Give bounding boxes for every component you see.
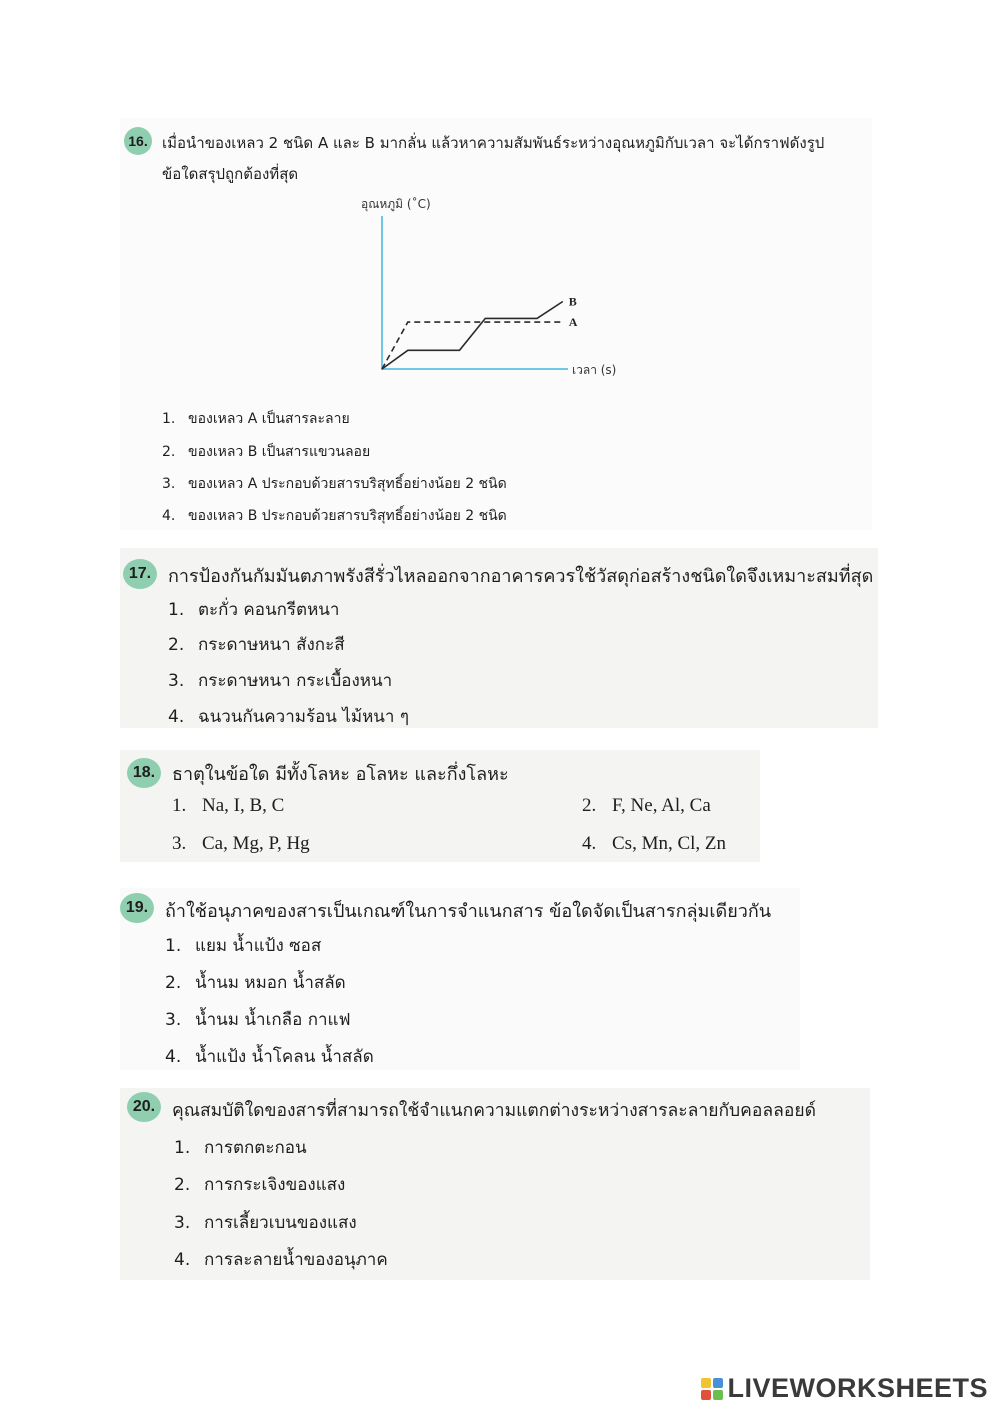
option-number: 2.	[165, 973, 182, 993]
option-1[interactable]	[162, 408, 350, 430]
distillation-chart	[340, 188, 640, 388]
option-2[interactable]	[582, 795, 711, 817]
option-3[interactable]	[168, 667, 392, 694]
option-number: 1.	[174, 1138, 191, 1158]
option-number: 2.	[162, 444, 176, 460]
option-3[interactable]	[174, 1209, 357, 1236]
option-text: Cs, Mn, Cl, Zn	[612, 833, 727, 854]
option-number: 4.	[162, 508, 176, 524]
question-text: ธาตุในข้อใด มีทั้งโลหะ อโลหะ และกึ่งโลหะ	[172, 764, 509, 785]
option-number: 3.	[168, 671, 185, 691]
question-text-line-2: ข้อใดสรุปถูกต้องที่สุด	[162, 165, 299, 183]
option-text: Ca, Mg, P, Hg	[202, 833, 310, 854]
option-text: แยม น้ำแป้ง ซอส	[195, 936, 322, 956]
option-text: ตะกั่ว คอนกรีตหนา	[198, 600, 340, 620]
option-number: 4.	[168, 707, 185, 727]
option-text: ของเหลว A ประกอบด้วยสารบริสุทธิ์อย่างน้อย 2 ชนิด	[188, 476, 507, 492]
option-number: 3.	[174, 1213, 191, 1233]
option-text: น้ำนม หมอก น้ำสลัด	[195, 973, 346, 993]
option-4[interactable]	[168, 703, 409, 730]
option-text: น้ำแป้ง น้ำโคลน น้ำสลัด	[195, 1047, 374, 1067]
option-3[interactable]	[165, 1006, 351, 1033]
option-number: 1.	[162, 411, 176, 427]
logo-text: LIVEWORKSHEETS	[727, 1373, 988, 1403]
option-text: ของเหลว B เป็นสารแขวนลอย	[188, 444, 371, 460]
series-b-label: B	[568, 294, 577, 309]
option-text: การละลายน้ำของอนุภาค	[204, 1250, 388, 1270]
liveworksheets-logo	[701, 1373, 988, 1404]
question-number-badge: 20.	[127, 1092, 161, 1122]
question-number-badge: 18.	[127, 758, 161, 788]
option-text: การตกตะกอน	[204, 1138, 307, 1158]
option-number: 3.	[162, 476, 176, 492]
option-text: น้ำนม น้ำเกลือ กาแฟ	[195, 1010, 351, 1030]
option-4[interactable]	[165, 1043, 374, 1070]
option-text: Na, I, B, C	[202, 795, 285, 816]
series-b-line	[382, 302, 563, 370]
question-text-line-1: เมื่อนำของเหลว 2 ชนิด A และ B มากลั่น แล้วหาความสัมพันธ์ระหว่างอุณหภูมิกับเวลา จะได้กราฟดังรูป	[162, 134, 825, 152]
option-text: ของเหลว A เป็นสารละลาย	[188, 411, 350, 427]
option-2[interactable]	[162, 441, 370, 463]
option-number: 1.	[172, 795, 187, 816]
question-text: การป้องกันกัมมันตภาพรังสีรั่วไหลออกจากอาคารควรใช้วัสดุก่อสร้างชนิดใดจึงเหมาะสมที่สุด	[168, 566, 874, 587]
option-number: 1.	[165, 936, 182, 956]
question-number-badge: 19.	[120, 893, 154, 923]
option-number: 2.	[582, 795, 597, 816]
option-number: 3.	[172, 833, 187, 854]
question-number-badge: 16.	[124, 127, 152, 155]
option-text: การเลี้ยวเบนของแสง	[204, 1213, 357, 1233]
option-3[interactable]	[162, 473, 507, 495]
option-text: ฉนวนกันความร้อน ไม้หนา ๆ	[198, 707, 409, 727]
x-axis-label: เวลา (s)	[572, 363, 617, 377]
question-number-badge: 17.	[123, 559, 157, 589]
option-number: 3.	[165, 1010, 182, 1030]
option-4[interactable]	[174, 1246, 388, 1273]
question-text: ถ้าใช้อนุภาคของสารเป็นเกณฑ์ในการจำแนกสาร ข้อใดจัดเป็นสารกลุ่มเดียวกัน	[165, 901, 772, 922]
option-number: 1.	[168, 600, 185, 620]
option-1[interactable]	[174, 1134, 307, 1161]
question-16	[0, 0, 1000, 540]
option-3[interactable]	[172, 833, 310, 855]
option-text: การกระเจิงของแสง	[204, 1175, 346, 1195]
option-text: กระดาษหนา สังกะสี	[198, 635, 345, 655]
option-number: 4.	[165, 1047, 182, 1067]
option-number: 4.	[174, 1250, 191, 1270]
option-2[interactable]	[168, 631, 345, 658]
option-1[interactable]	[168, 596, 339, 623]
option-2[interactable]	[165, 969, 346, 996]
option-4[interactable]	[162, 505, 507, 527]
option-2[interactable]	[174, 1171, 345, 1198]
series-a-label: A	[568, 315, 578, 330]
y-axis-label: อุณหภูมิ (˚C)	[361, 197, 431, 211]
series-a-line	[382, 322, 563, 369]
option-4[interactable]	[582, 833, 726, 855]
option-1[interactable]	[165, 932, 321, 959]
option-number: 2.	[174, 1175, 191, 1195]
option-text: กระดาษหนา กระเบื้องหนา	[198, 671, 393, 691]
option-text: ของเหลว B ประกอบด้วยสารบริสุทธิ์อย่างน้อย 2 ชนิด	[188, 508, 507, 524]
option-text: F, Ne, Al, Ca	[612, 795, 711, 816]
question-text: คุณสมบัติใดของสารที่สามารถใช้จำแนกความแตกต่างระหว่างสารละลายกับคอลลอยด์	[172, 1101, 816, 1121]
option-1[interactable]	[172, 795, 284, 817]
option-number: 4.	[582, 833, 597, 854]
logo-icon	[701, 1378, 723, 1400]
option-number: 2.	[168, 635, 185, 655]
